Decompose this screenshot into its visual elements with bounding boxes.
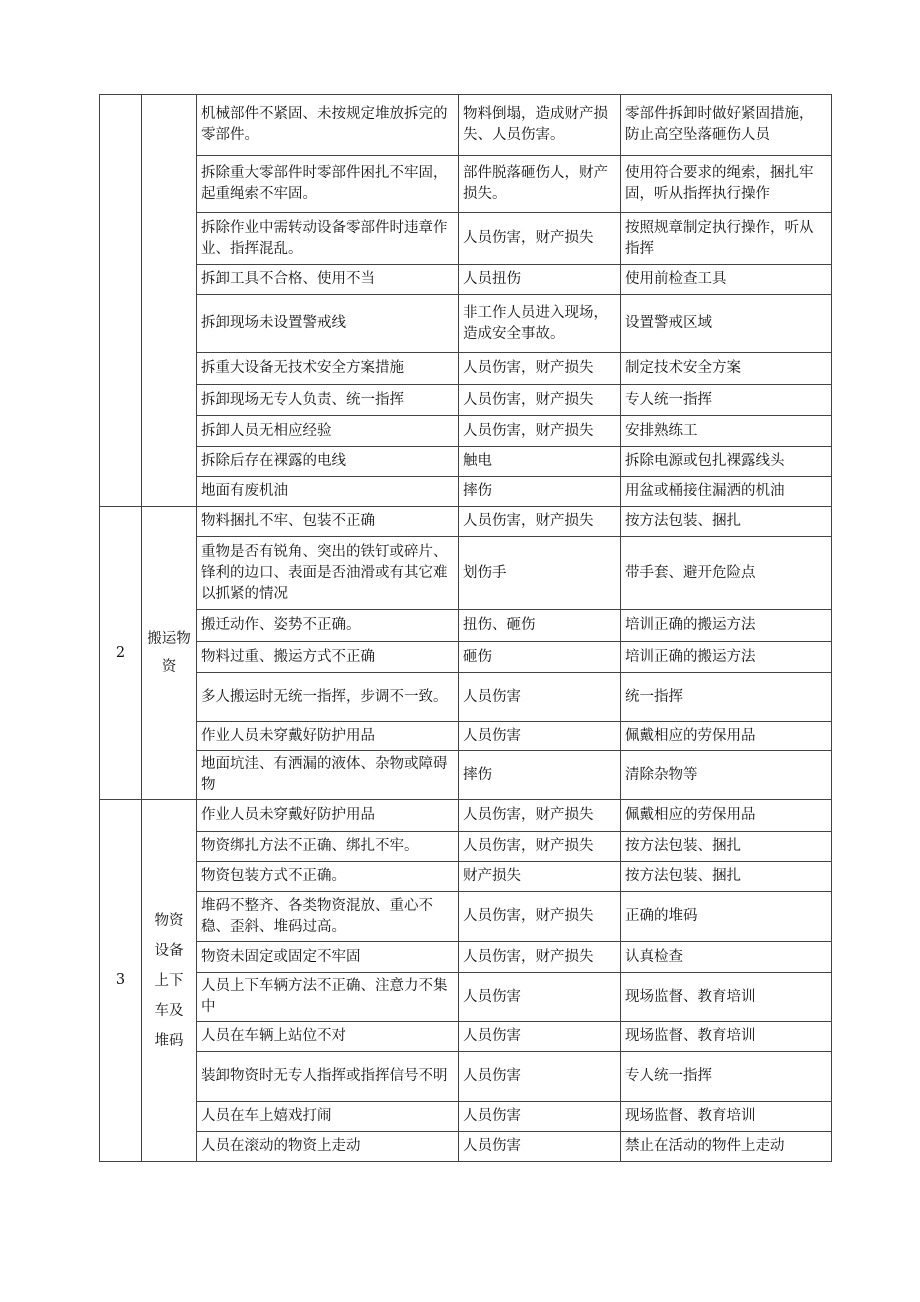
consequence-cell: 人员伤害，财产损失 xyxy=(459,213,621,265)
category-label: 物资设备上下车及堆码 xyxy=(154,912,184,1049)
consequence-cell: 人员伤害 xyxy=(459,1022,621,1052)
hazard-cell: 装卸物资时无专人指挥或指挥信号不明 xyxy=(197,1052,459,1102)
consequence-cell: 人员伤害，财产损失 xyxy=(459,416,621,447)
hazard-cell: 物料过重、搬运方式不正确 xyxy=(197,642,459,673)
measure-cell: 按照规章制定执行操作，听从指挥 xyxy=(621,213,832,265)
hazard-cell: 物资未固定或固定不牢固 xyxy=(197,942,459,973)
group-number-cell: 2 xyxy=(100,507,142,800)
hazard-cell: 拆卸工具不合格、使用不当 xyxy=(197,265,459,295)
measure-cell: 认真检查 xyxy=(621,942,832,973)
table-row xyxy=(100,832,832,862)
consequence-cell: 触电 xyxy=(459,447,621,477)
hazard-cell: 拆除后存在裸露的电线 xyxy=(197,447,459,477)
hazard-cell: 搬迁动作、姿势不正确。 xyxy=(197,610,459,642)
table-row xyxy=(100,892,832,942)
hazard-cell: 人员在车上嬉戏打闹 xyxy=(197,1102,459,1132)
consequence-cell: 人员伤害 xyxy=(459,1052,621,1102)
table-row xyxy=(100,862,832,892)
measure-cell: 正确的堆码 xyxy=(621,892,832,942)
measure-cell: 按方法包装、捆扎 xyxy=(621,507,832,537)
consequence-cell: 人员伤害，财产损失 xyxy=(459,942,621,973)
consequence-cell: 人员伤害 xyxy=(459,673,621,722)
hazard-cell: 物资绑扎方法不正确、绑扎不牢。 xyxy=(197,832,459,862)
table-row xyxy=(100,213,832,265)
table-row xyxy=(100,1132,832,1162)
group-number-cell xyxy=(100,95,142,507)
measure-cell: 专人统一指挥 xyxy=(621,1052,832,1102)
table-row xyxy=(100,507,832,537)
group-category-cell xyxy=(142,95,197,507)
hazard-cell: 人员上下车辆方法不正确、注意力不集中 xyxy=(197,973,459,1022)
hazard-cell: 机械部件不紧固、未按规定堆放拆完的零部件。 xyxy=(197,95,459,156)
hazard-cell: 拆重大设备无技术安全方案措施 xyxy=(197,353,459,385)
table-row xyxy=(100,642,832,673)
consequence-cell: 人员伤害，财产损失 xyxy=(459,385,621,416)
measure-cell: 佩戴相应的劳保用品 xyxy=(621,800,832,832)
hazard-cell: 人员在车辆上站位不对 xyxy=(197,1022,459,1052)
table-row xyxy=(100,722,832,751)
consequence-cell: 人员伤害 xyxy=(459,722,621,751)
table-row xyxy=(100,265,832,295)
hazard-cell: 作业人员未穿戴好防护用品 xyxy=(197,722,459,751)
table-row xyxy=(100,447,832,477)
risk-table xyxy=(99,94,832,1162)
table-row xyxy=(100,1102,832,1132)
table-row xyxy=(100,942,832,973)
measure-cell: 培训正确的搬运方法 xyxy=(621,642,832,673)
consequence-cell: 财产损失 xyxy=(459,862,621,892)
hazard-cell: 物资包装方式不正确。 xyxy=(197,862,459,892)
consequence-cell: 非工作人员进入现场，造成安全事故。 xyxy=(459,295,621,353)
table-row xyxy=(100,1022,832,1052)
consequence-cell: 人员伤害 xyxy=(459,973,621,1022)
hazard-cell: 拆卸人员无相应经验 xyxy=(197,416,459,447)
measure-cell: 零部件拆卸时做好紧固措施，防止高空坠落砸伤人员 xyxy=(621,95,832,156)
measure-cell: 现场监督、教育培训 xyxy=(621,1102,832,1132)
measure-cell: 现场监督、教育培训 xyxy=(621,973,832,1022)
table-row xyxy=(100,973,832,1022)
table-row xyxy=(100,385,832,416)
hazard-cell: 物料捆扎不牢、包装不正确 xyxy=(197,507,459,537)
measure-cell: 专人统一指挥 xyxy=(621,385,832,416)
consequence-cell: 人员伤害，财产损失 xyxy=(459,832,621,862)
table-row xyxy=(100,353,832,385)
consequence-cell: 砸伤 xyxy=(459,642,621,673)
group-category-cell xyxy=(142,800,197,1162)
table-row xyxy=(100,610,832,642)
measure-cell: 用盆或桶接住漏洒的机油 xyxy=(621,477,832,507)
hazard-cell: 拆除作业中需转动设备零部件时违章作业、指挥混乱。 xyxy=(197,213,459,265)
category-label: 搬运物资 xyxy=(147,631,191,675)
measure-cell: 安排熟练工 xyxy=(621,416,832,447)
table-row xyxy=(100,800,832,832)
measure-cell: 使用前检查工具 xyxy=(621,265,832,295)
table-row xyxy=(100,537,832,610)
consequence-cell: 划伤手 xyxy=(459,537,621,610)
table-row xyxy=(100,1052,832,1102)
table-row xyxy=(100,295,832,353)
consequence-cell: 摔伤 xyxy=(459,477,621,507)
hazard-cell: 拆卸现场未设置警戒线 xyxy=(197,295,459,353)
hazard-cell: 地面有废机油 xyxy=(197,477,459,507)
consequence-cell: 部件脱落砸伤人，财产损失。 xyxy=(459,156,621,213)
hazard-cell: 重物是否有锐角、突出的铁钉或碎片、锋利的边口、表面是否油滑或有其它难以抓紧的情况 xyxy=(197,537,459,610)
consequence-cell: 人员伤害，财产损失 xyxy=(459,800,621,832)
measure-cell: 佩戴相应的劳保用品 xyxy=(621,722,832,751)
measure-cell: 设置警戒区域 xyxy=(621,295,832,353)
table-row xyxy=(100,416,832,447)
measure-cell: 现场监督、教育培训 xyxy=(621,1022,832,1052)
hazard-cell: 拆卸现场无专人负责、统一指挥 xyxy=(197,385,459,416)
table-row xyxy=(100,673,832,722)
measure-cell: 制定技术安全方案 xyxy=(621,353,832,385)
table-row xyxy=(100,156,832,213)
hazard-cell: 作业人员未穿戴好防护用品 xyxy=(197,800,459,832)
measure-cell: 培训正确的搬运方法 xyxy=(621,610,832,642)
measure-cell: 按方法包装、捆扎 xyxy=(621,832,832,862)
hazard-cell: 多人搬运时无统一指挥，步调不一致。 xyxy=(197,673,459,722)
consequence-cell: 物料倒塌，造成财产损失、人员伤害。 xyxy=(459,95,621,156)
hazard-cell: 拆除重大零部件时零部件困扎不牢固，起重绳索不牢固。 xyxy=(197,156,459,213)
consequence-cell: 人员伤害 xyxy=(459,1102,621,1132)
consequence-cell: 人员伤害 xyxy=(459,1132,621,1162)
consequence-cell: 扭伤、砸伤 xyxy=(459,610,621,642)
group-number-cell: 3 xyxy=(100,800,142,1162)
table-row xyxy=(100,751,832,800)
consequence-cell: 人员伤害，财产损失 xyxy=(459,353,621,385)
hazard-cell: 堆码不整齐、各类物资混放、重心不稳、歪斜、堆码过高。 xyxy=(197,892,459,942)
consequence-cell: 人员伤害，财产损失 xyxy=(459,892,621,942)
measure-cell: 带手套、避开危险点 xyxy=(621,537,832,610)
consequence-cell: 摔伤 xyxy=(459,751,621,800)
measure-cell: 拆除电源或包扎裸露线头 xyxy=(621,447,832,477)
measure-cell: 清除杂物等 xyxy=(621,751,832,800)
measure-cell: 使用符合要求的绳索，捆扎牢固，听从指挥执行操作 xyxy=(621,156,832,213)
measure-cell: 按方法包装、捆扎 xyxy=(621,862,832,892)
group-category-cell xyxy=(142,507,197,800)
risk-table-body xyxy=(100,95,832,1162)
consequence-cell: 人员扭伤 xyxy=(459,265,621,295)
hazard-cell: 地面坑洼、有洒漏的液体、杂物或障碍物 xyxy=(197,751,459,800)
measure-cell: 禁止在活动的物件上走动 xyxy=(621,1132,832,1162)
table-row xyxy=(100,95,832,156)
table-row xyxy=(100,477,832,507)
consequence-cell: 人员伤害，财产损失 xyxy=(459,507,621,537)
hazard-cell: 人员在滚动的物资上走动 xyxy=(197,1132,459,1162)
measure-cell: 统一指挥 xyxy=(621,673,832,722)
